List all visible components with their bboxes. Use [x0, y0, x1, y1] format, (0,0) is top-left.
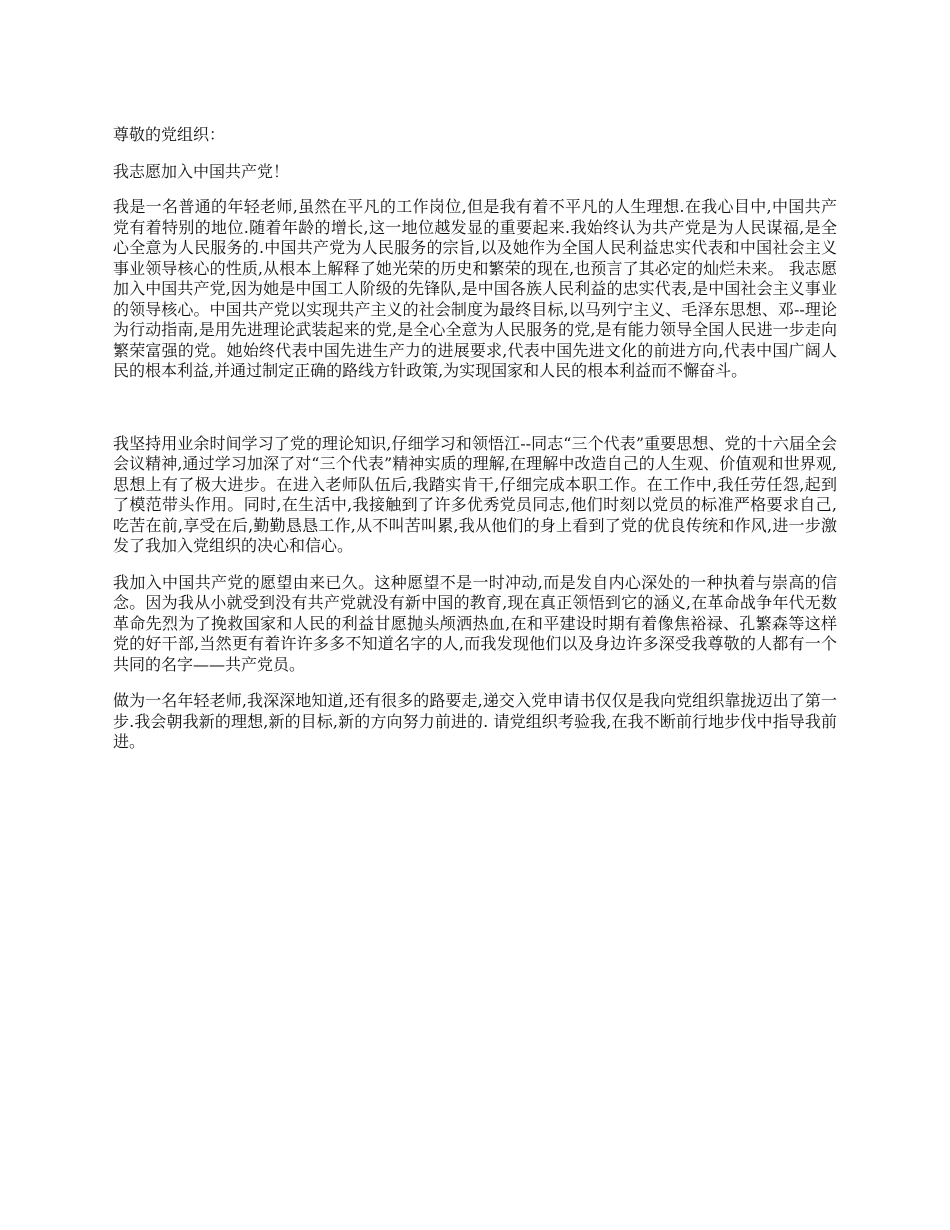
declaration: 我志愿加入中国共产党！ [113, 161, 290, 181]
paragraph-ideals: 我是一名普通的年轻老师,虽然在平凡的工作岗位,但是我有着不平凡的人生理想.在我心目中,中国共产党有着特别的地位.随着年龄的增长,这一地位越发显的重要起来.我始终认为共产党是为人民谋福,是全心全意为人民服务的.中国共产党为人民服务的宗旨,以及她作为全国人民利益忠实代表和中国社会主义事业领导核心的性质,从根本上解释了她光荣的历史和繁荣的现在,也预言了其必定的灿烂未来。 我志愿加入中国共产党,因为她是中国工人阶级的先锋队,是中国各族人民利益的忠实代表,是中国社会主义事业的领导核心。中国共产党以实现共产主义的社会制度为最终目标,以马列宁主义、毛泽东思想、邓--理论为行动指南,是用先进理论武装起来的党,是全心全意为人民服务的党,是有能力领导全国人民进一步走向繁荣富强的党。她始终代表中国先进生产力的进展要求,代表中国先进文化的前进方向,代表中国广阔人民的根本利益,并通过制定正确的路线方针政策,为实现国家和人民的根本利益而不懈奋斗。 [113, 197, 837, 380]
paragraph-study: 我坚持用业余时间学习了党的理论知识,仔细学习和领悟江--同志“三个代表”重要思想、党的十六届全会会议精神,通过学习加深了对“三个代表”精神实质的理解,在理解中改造自己的人生观、价值观和世界观,思想上有了极大进步。在进入老师队伍后,我踏实肯干,仔细完成本职工作。在工作中,我任劳任怨,起到了模范带头作用。同时,在生活中,我接触到了许多优秀党员同志,他们时刻以党员的标准严格要求自己,吃苦在前,享受在后,勤勤恳恳工作,从不叫苦叫累,我从他们的身上看到了党的优良传统和作风,进一步激发了我加入党组织的决心和信心。 [113, 433, 837, 555]
paragraph-aspiration: 我加入中国共产党的愿望由来已久。这种愿望不是一时冲动,而是发自内心深处的一种执着与崇高的信念。因为我从小就受到没有共产党就没有新中国的教育,现在真正领悟到它的涵义,在革命战争年代无数革命先烈为了挽救国家和人民的利益甘愿抛头颅洒热血,在和平建设时期有着像焦裕禄、孔繁森等这样党的好干部,当然更有着许许多多不知道名字的人,而我发现他们以及身边许多深受我尊敬的人都有一个共同的名字——共产党员。 [113, 572, 837, 674]
salutation: 尊敬的党组织： [113, 125, 226, 144]
paragraph-closing: 做为一名年轻老师,我深深地知道,还有很多的路要走,递交入党申请书仅仅是我向党组织靠拢迈出了第一步.我会朝我新的理想,新的目标,新的方向努力前进的. 请党组织考验我,在我不断前行地步伐中指导我前进。 [113, 691, 837, 751]
letter-page [113, 125, 837, 753]
